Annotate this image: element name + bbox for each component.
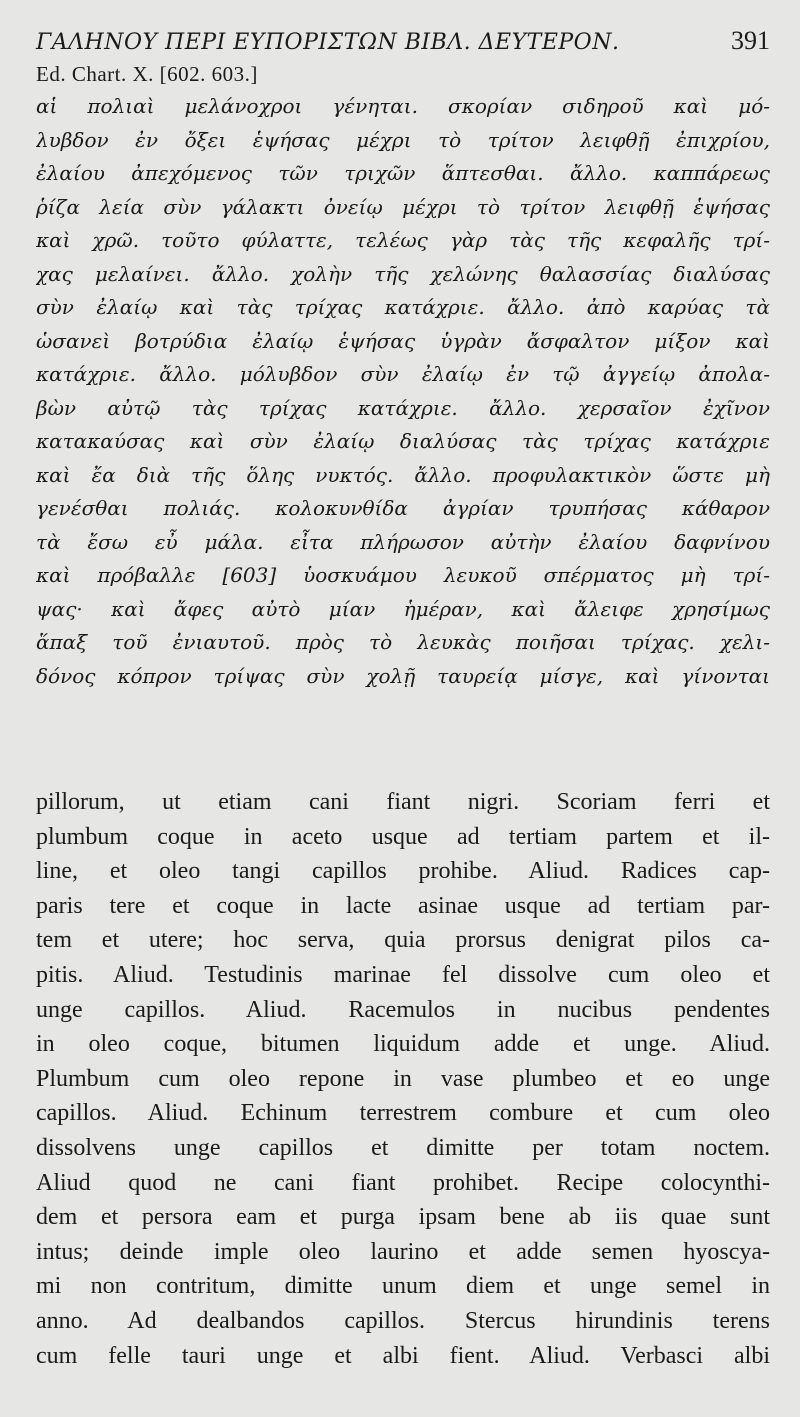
greek-line: καὶ χρῶ. τοῦτο φύλαττε, τελέως γὰρ τὰς τῆς κεφαλῆς τρί- <box>36 228 770 252</box>
greek-line: τὰ ἔσω εὖ μάλα. εἶτα πλήρωσον αὐτὴν ἐλαίου δαφνίνου <box>36 529 770 554</box>
greek-line: ψας· καὶ ἄφες αὐτὸ μίαν ἡμέραν, καὶ ἄλειφε χρησίμως <box>36 596 770 621</box>
greek-line: κατακαύσας καὶ σὺν ἐλαίῳ διαλύσας τὰς τρίχας κατάχριε <box>36 429 770 453</box>
latin-line: capillos. Aliud. Echinum terrestrem combure et cum oleo <box>36 1100 770 1127</box>
greek-text-block <box>36 90 770 693</box>
greek-line: κατάχριε. ἄλλο. μόλυβδον σὺν ἐλαίῳ ἐν τῷ ἀγγείῳ ἀπολα- <box>36 362 770 386</box>
greek-line: γενέσθαι πολιάς. κολοκυνθίδα ἀγρίαν τρυπήσας κάθαρον <box>36 496 770 520</box>
latin-line: intus; deinde imple oleo laurino et adde semen hyoscya- <box>36 1238 770 1265</box>
latin-line: anno. Ad dealbandos capillos. Stercus hirundinis terens <box>36 1307 770 1334</box>
greek-line: βὼν αὐτῷ τὰς τρίχας κατάχριε. ἄλλο. χερσαῖον ἐχῖνον <box>36 395 770 420</box>
latin-line: paris tere et coque in lacte asinae usque ad tertiam par- <box>36 892 770 919</box>
latin-line: dem et persora eam et purga ipsam bene ab iis quae sunt <box>36 1204 770 1231</box>
greek-line: αἱ πολιαὶ μελάνοχροι γένηται. σκορίαν σιδηροῦ καὶ μό- <box>36 94 770 118</box>
greek-line: ῥίζα λεία σὺν γάλακτι ὀνείῳ μέχρι τὸ τρίτον λειφθῇ ἑψήσας <box>36 194 770 219</box>
greek-line: ἅπαξ τοῦ ἐνιαυτοῦ. πρὸς τὸ λευκὰς ποιῆσαι τρίχας. χελι- <box>36 630 770 654</box>
latin-line: tem et utere; hoc serva, quia prorsus denigrat pilos ca- <box>36 927 770 954</box>
latin-line: pillorum, ut etiam cani fiant nigri. Scoriam ferri et <box>36 789 770 815</box>
edition-reference: Ed. Chart. X. [602. 603.] <box>36 62 258 86</box>
running-header <box>36 26 770 60</box>
running-title: ΓΑΛΗΝΟΥ ΠΕΡΙ ΕΥΠΟΡΙΣΤΩΝ ΒΙΒΛ. ΔΕΥΤΕΡΟΝ. <box>36 30 620 55</box>
latin-line: Plumbum cum oleo repone in vase plumbeo et eo unge <box>36 1065 770 1092</box>
latin-line: dissolvens unge capillos et dimitte per totam noctem. <box>36 1134 770 1161</box>
latin-line: unge capillos. Aliud. Racemulos in nucibus pendentes <box>36 996 770 1023</box>
latin-line: plumbum coque in aceto usque ad tertiam partem et il- <box>36 823 770 850</box>
latin-line: mi non contritum, dimitte unum diem et unge semel in <box>36 1273 770 1300</box>
latin-line: in oleo coque, bitumen liquidum adde et unge. Aliud. <box>36 1031 770 1058</box>
page-number: 391 <box>731 26 770 55</box>
greek-line: σὺν ἐλαίῳ καὶ τὰς τρίχας κατάχριε. ἄλλο. ἀπὸ καρύας τὰ <box>36 295 770 319</box>
latin-text-block <box>36 785 770 1373</box>
greek-line: καὶ πρόβαλλε [603] ὑοσκυάμου λευκοῦ σπέρματος μὴ τρί- <box>36 563 770 587</box>
latin-line: pitis. Aliud. Testudinis marinae fel dissolve cum oleo et <box>36 961 770 988</box>
greek-line: ὡσανεὶ βοτρύδια ἐλαίῳ ἑψήσας ὑγρὰν ἄσφαλτον μίξον καὶ <box>36 328 770 353</box>
greek-line: χας μελαίνει. ἄλλο. χολὴν τῆς χελώνης θαλασσίας διαλύσας <box>36 261 770 286</box>
latin-line: line, et oleo tangi capillos prohibe. Aliud. Radices cap- <box>36 858 770 885</box>
greek-line: λυβδον ἐν ὄξει ἑψήσας μέχρι τὸ τρίτον λειφθῇ ἐπιχρίου, <box>36 127 770 152</box>
greek-line: δόνος κόπρον τρίψας σὺν χολῇ ταυρείᾳ μίσγε, καὶ γίνονται <box>36 663 770 688</box>
latin-line: cum felle tauri unge et albi fient. Aliud. Verbasci albi <box>36 1342 770 1369</box>
latin-line: Aliud quod ne cani fiant prohibet. Recipe colocynthi- <box>36 1169 770 1196</box>
greek-line: καὶ ἔα διὰ τῆς ὅλης νυκτός. ἄλλο. προφυλακτικὸν ὥστε μὴ <box>36 462 770 487</box>
greek-line: ἐλαίου ἀπεχόμενος τῶν τριχῶν ἅπτεσθαι. ἄλλο. καππάρεως <box>36 161 770 185</box>
